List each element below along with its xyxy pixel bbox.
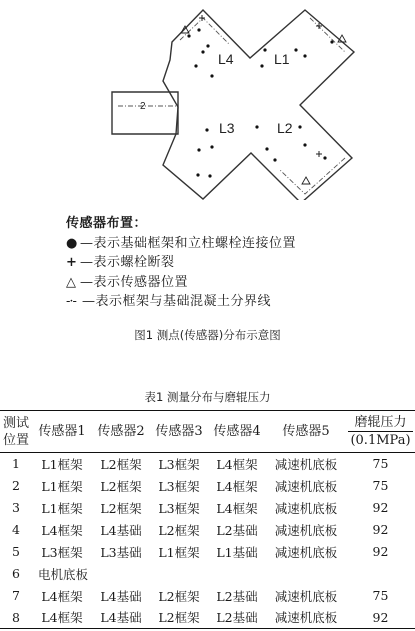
filled-circle-icon: ● [66, 235, 78, 251]
cell-sensor-3: L1框架 [158, 544, 200, 560]
cell-pressure: 75 [372, 588, 389, 603]
legend-title: 传感器布置： [66, 216, 148, 231]
cell-sensor-4: L4框架 [216, 500, 258, 516]
legend-text: —表示螺栓断裂 [80, 255, 175, 270]
cell-sensor-1: L4框架 [41, 522, 83, 538]
cell-sensor-3: L3框架 [158, 478, 200, 494]
diagram-legend [66, 214, 406, 312]
bolt-dot [265, 147, 268, 150]
header-pressure [346, 411, 415, 453]
cell-sensor-1: L1框架 [41, 500, 83, 516]
boundary-line-l1 [310, 18, 345, 52]
cell-sensor-5: 减速机底板 [274, 478, 338, 494]
bolt-dot [303, 143, 306, 146]
bolt-dot [194, 64, 197, 67]
header-position-line2: 位置 [2, 432, 29, 448]
bolt-dot [187, 34, 190, 37]
table-row [0, 563, 415, 585]
cell-position: 5 [12, 544, 20, 559]
cell-sensor-3: L2框架 [150, 607, 208, 629]
cell-pressure: 92 [346, 607, 415, 629]
triangle-icon: △ [66, 274, 77, 290]
table-row [0, 585, 415, 607]
cell-sensor-2: L2框架 [100, 500, 142, 516]
bolt-dot [260, 64, 263, 67]
cell-position: 2 [12, 478, 20, 493]
bolt-dot [210, 74, 213, 77]
bolt-dot [201, 50, 204, 53]
bolt-dot [298, 125, 301, 128]
bolt-dot [205, 128, 208, 131]
bolt-dot [206, 44, 209, 47]
table-row [0, 607, 415, 629]
cell-sensor-1: L1框架 [41, 456, 83, 472]
table-row [0, 453, 415, 475]
cell-sensor-2: L2框架 [100, 456, 142, 472]
header-sensor-4: 传感器4 [208, 411, 266, 453]
bolt-dot [197, 148, 200, 151]
cell-position: 3 [12, 500, 20, 515]
legend-item-broken-bolt [66, 253, 406, 273]
legend-text: —表示基础框架和立柱螺栓连接位置 [80, 235, 297, 251]
measurement-table [0, 410, 415, 629]
header-sensor-5: 传感器5 [266, 411, 346, 453]
legend-item-boundary [66, 292, 406, 312]
boundary-line-l2 [280, 158, 345, 194]
plus-icon: + [66, 255, 78, 270]
cell-sensor-1: L1框架 [41, 478, 83, 494]
bolt-dot [255, 125, 258, 128]
bolt-dot [294, 48, 297, 51]
cell-sensor-5: 减速机底板 [274, 500, 338, 516]
bolt-dot [197, 28, 200, 31]
cell-sensor-2: L4基础 [100, 588, 142, 604]
cell-sensor-1: L3框架 [41, 544, 83, 560]
table-row [0, 497, 415, 519]
boundary-line-l4 [180, 18, 230, 45]
header-pressure-line1: 磨辊压力 [354, 415, 407, 430]
header-sensor-2: 传感器2 [92, 411, 150, 453]
sensor-triangle [302, 177, 310, 184]
legend-item-bolt-connection [66, 234, 406, 254]
cell-sensor-2: L2框架 [100, 478, 142, 494]
cell-sensor-4: L4框架 [216, 456, 258, 472]
broken-bolt-plus [316, 151, 322, 157]
bolt-dot [208, 174, 211, 177]
bolt-dot [330, 40, 333, 43]
cell-pressure: 92 [372, 522, 389, 537]
header-sensor-1: 传感器1 [32, 411, 92, 453]
motor-platform-outline [112, 92, 178, 134]
cell-merged: 电机底板 [38, 566, 89, 582]
cell-sensor-4: L2基础 [216, 522, 258, 538]
header-pressure-unit: (0.1MPa) [350, 433, 411, 448]
cell-position: 8 [0, 607, 32, 629]
zone-label-l3: L3 [219, 120, 235, 136]
cell-sensor-5: 减速机底板 [274, 522, 338, 538]
table-row [0, 475, 415, 497]
cell-sensor-4: L2基础 [208, 607, 266, 629]
legend-item-sensor [66, 273, 406, 293]
broken-bolt-plus [199, 15, 205, 21]
cell-sensor-3: L2框架 [158, 588, 200, 604]
bolt-dot [273, 158, 276, 161]
bolt-dot [263, 48, 266, 51]
bolt-dot [196, 173, 199, 176]
cell-position: 1 [12, 456, 20, 472]
zone-label-l2: L2 [277, 120, 293, 136]
cell-position: 6 [12, 566, 20, 581]
table-row [0, 541, 415, 563]
cell-sensor-3: L2框架 [158, 522, 200, 538]
sensor-layout-diagram [0, 0, 415, 200]
header-position-line1: 测试 [2, 415, 29, 431]
zone-label-l4: L4 [218, 51, 234, 67]
cell-pressure: 92 [372, 500, 389, 515]
cell-sensor-5: 减速机底板 [266, 607, 346, 629]
foundation-outline [163, 10, 354, 200]
cell-sensor-5: 减速机底板 [274, 456, 338, 472]
dash-dot-line-icon: -·- [66, 294, 76, 309]
cell-position: 4 [12, 522, 20, 537]
cell-sensor-4: L1基础 [216, 544, 258, 560]
cell-pressure: 92 [372, 544, 389, 559]
bolt-dot [210, 145, 213, 148]
motor-sensor-marker: 2 [140, 101, 146, 112]
cell-sensor-2: L4基础 [92, 607, 150, 629]
table-row [0, 519, 415, 541]
table-header-row [0, 411, 415, 453]
legend-text: —表示传感器位置 [80, 274, 189, 290]
cell-sensor-2: L3基础 [100, 544, 142, 560]
bolt-dot [303, 54, 306, 57]
cell-sensor-5: 减速机底板 [274, 588, 338, 604]
cell-sensor-4: L4框架 [216, 478, 258, 494]
cell-position: 7 [12, 588, 20, 603]
legend-text: —表示框架与基础混凝土分界线 [82, 294, 272, 309]
table-caption: 表1 测量分布与磨辊压力 [144, 390, 271, 404]
cell-sensor-3: L3框架 [158, 500, 200, 516]
header-position [0, 411, 32, 453]
cell-sensor-4: L2基础 [216, 588, 258, 604]
cell-sensor-1: L4框架 [41, 588, 83, 604]
zone-label-l1: L1 [274, 51, 290, 67]
cell-sensor-1: L4框架 [32, 607, 92, 629]
cell-pressure: 75 [372, 478, 389, 493]
cell-sensor-5: 减速机底板 [274, 544, 338, 560]
cell-sensor-2: L4基础 [100, 522, 142, 538]
bolt-dot [323, 156, 326, 159]
figure-caption: 图1 测点(传感器)分布示意图 [134, 328, 281, 342]
cell-sensor-3: L3框架 [158, 456, 200, 472]
header-sensor-3: 传感器3 [150, 411, 208, 453]
cell-pressure: 75 [372, 456, 389, 472]
